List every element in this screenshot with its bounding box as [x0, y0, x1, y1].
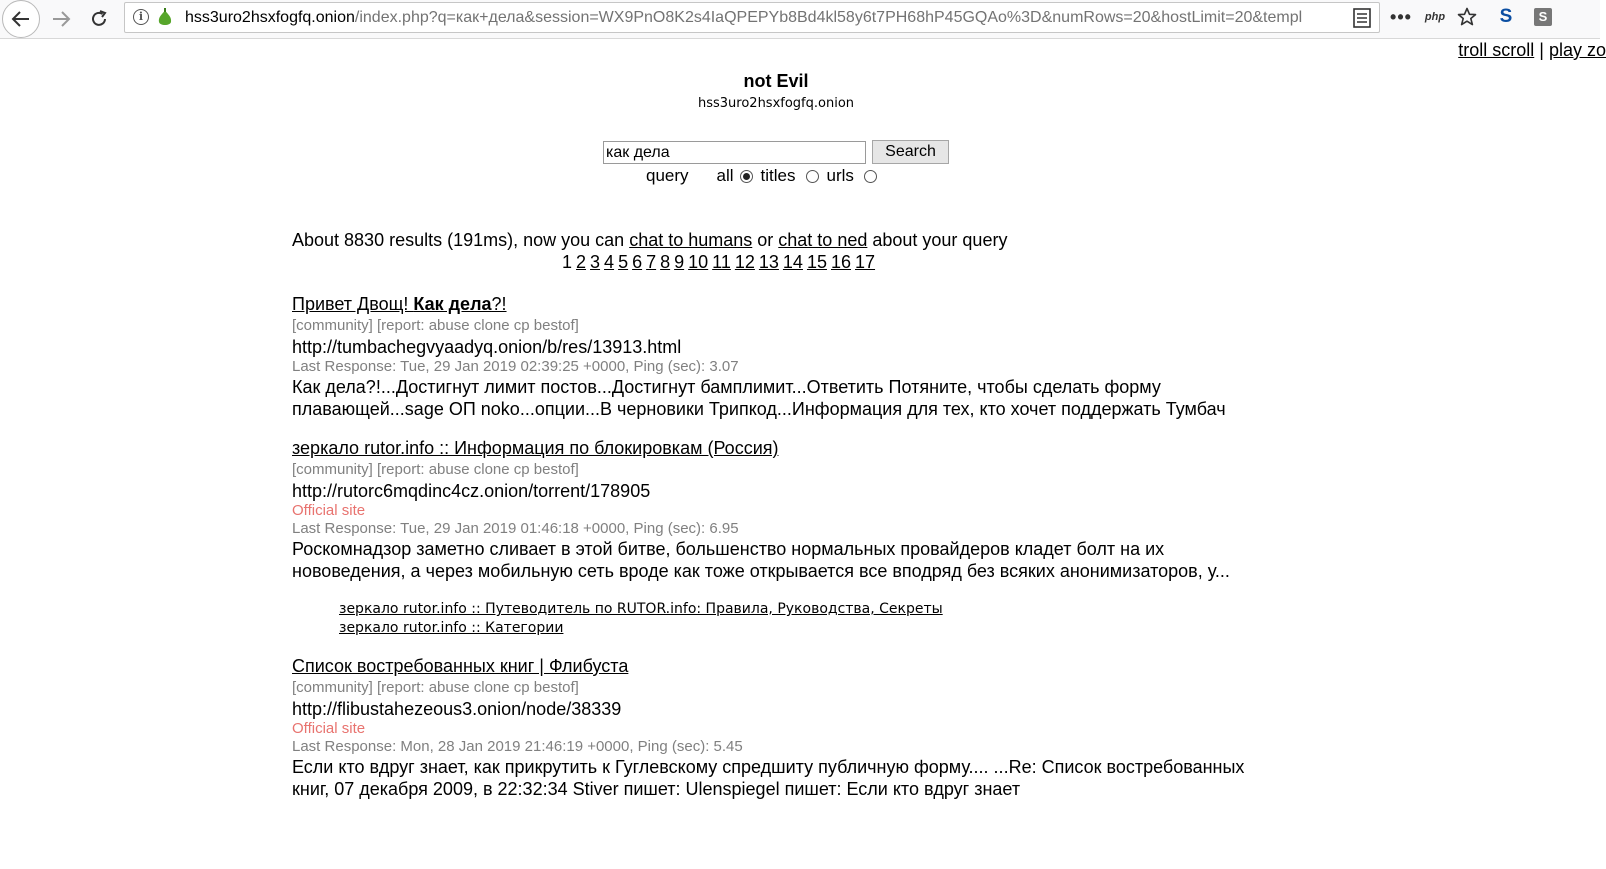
onion-icon	[157, 8, 173, 28]
page-link[interactable]: 10	[688, 252, 709, 272]
reader-view-icon[interactable]	[1353, 8, 1371, 28]
option-titles-radio[interactable]	[806, 170, 819, 183]
arrow-left-icon	[11, 10, 31, 28]
result-title-link[interactable]: зеркало rutor.info :: Информация по блокировкам (Россия)	[292, 438, 779, 458]
result-url: http://rutorc6mqdinc4cz.onion/torrent/178905	[292, 481, 651, 501]
page-link[interactable]: 14	[782, 252, 803, 272]
result-snippet: Если кто вдруг знает, как прикрутить к Гуглевскому спредшиту публичную форму.... ...Re: Список востребованных книг, 07 декабря 2009, в 22:32:34 Stiver пишет: Ulenspiegel пишет: Если кто вдруг знает	[292, 757, 1245, 799]
top-links	[1458, 40, 1606, 61]
result-url: http://tumbachegvyaadyq.onion/b/res/13913.html	[292, 337, 682, 357]
page-current: 1	[562, 252, 573, 272]
page-link[interactable]: 2	[576, 252, 587, 272]
result-item	[292, 292, 1252, 420]
page-link[interactable]: 6	[632, 252, 643, 272]
result-title-post: ?!	[491, 294, 507, 314]
page-link[interactable]: 11	[712, 252, 731, 272]
result-last-response: Last Response: Mon, 28 Jan 2019 21:46:19 +0000, Ping (sec): 5.45	[292, 738, 743, 755]
page-link[interactable]: 17	[855, 252, 876, 272]
option-all-label: all	[716, 166, 734, 185]
option-urls-radio[interactable]	[864, 170, 877, 183]
extension-badge-icon: S	[1534, 8, 1552, 26]
result-snippet: Как дела?!...Достигнут лимит постов...Достигнут бамплимит...Ответить Потяните, чтобы сделать форму плавающей...sage ОП noko...опции...В черновики Трипкод...Информация для тех, кто хочет поддержать Тумбач	[292, 377, 1226, 419]
option-all-radio[interactable]	[740, 170, 753, 183]
page-link[interactable]: 7	[646, 252, 657, 272]
results-summary	[292, 230, 1007, 251]
results-list	[292, 292, 1252, 816]
play-link[interactable]: play zo	[1548, 40, 1606, 60]
result-title-link[interactable]	[292, 292, 507, 316]
page-link[interactable]: 3	[590, 252, 601, 272]
forward-button[interactable]	[44, 2, 78, 36]
extension-icon[interactable]	[1528, 0, 1558, 34]
bookmark-star-icon[interactable]	[1452, 0, 1482, 34]
result-title-link[interactable]: Список востребованных книг | Флибуста	[292, 656, 629, 676]
query-label: query	[646, 166, 689, 185]
page-link[interactable]: 15	[806, 252, 827, 272]
result-official-badge: Official site	[292, 502, 366, 519]
summary-middle: or	[752, 230, 779, 250]
result-snippet: Роскомнадзор заметно сливает в этой битве, большенство нормальных провайдеров кладет болт на их нововедения, а через мобильную сеть вроде как тоже открывается все вподряд без всяких анонимизаторов, у...	[292, 539, 1230, 581]
site-logo: not Evil	[743, 71, 809, 91]
browser-toolbar	[0, 0, 1600, 39]
result-url: http://flibustahezeous3.onion/node/38339	[292, 699, 622, 719]
result-title-pre: Привет Двощ!	[292, 294, 414, 314]
search-mode-options	[646, 166, 877, 186]
result-sublinks	[339, 600, 1252, 638]
result-meta: [community] [report: abuse clone cp bestof]	[292, 317, 579, 334]
page-link[interactable]: 4	[604, 252, 615, 272]
result-item	[292, 436, 1252, 638]
summary-suffix: about your query	[867, 230, 1008, 250]
result-title-bold: Как дела	[413, 294, 492, 314]
result-meta: [community] [report: abuse clone cp bestof]	[292, 461, 579, 478]
chat-humans-link[interactable]: chat to humans	[629, 230, 753, 250]
page-link[interactable]: 13	[758, 252, 779, 272]
result-last-response: Last Response: Tue, 29 Jan 2019 01:46:18 +0000, Ping (sec): 6.95	[292, 520, 739, 537]
site-host: hss3uro2hsxfogfq.onion	[697, 96, 855, 111]
result-item	[292, 654, 1252, 800]
page-link[interactable]: 9	[674, 252, 685, 272]
url-path: /index.php?q=как+дела&session=WX9PnO8K2s4IaQPEPYb8Bd4kl58y6t7PH68hP45GQAo%3D&numRows=20&hostLimit=20&templ	[354, 9, 1303, 26]
arrow-right-icon	[51, 10, 71, 28]
s-extension-icon[interactable]: S	[1499, 6, 1513, 27]
result-sublink[interactable]: зеркало rutor.info :: Путеводитель по RUTOR.info: Правила, Руководства, Секреты	[339, 601, 943, 617]
page-link[interactable]: 8	[660, 252, 671, 272]
page-link[interactable]: 16	[830, 252, 852, 272]
page-actions-menu[interactable]: •••	[1390, 6, 1412, 27]
page-link[interactable]: 5	[618, 252, 629, 272]
summary-prefix: About 8830 results (191ms), now you can	[292, 230, 630, 250]
reload-button[interactable]	[82, 2, 116, 36]
top-links-separator: |	[1539, 40, 1544, 60]
reload-icon	[89, 9, 109, 29]
address-bar[interactable]	[124, 2, 1380, 33]
result-meta: [community] [report: abuse clone cp bestof]	[292, 679, 579, 696]
url-host: hss3uro2hsxfogfq.onion	[185, 9, 355, 26]
search-input[interactable]	[603, 141, 866, 164]
search-button[interactable]: Search	[872, 140, 949, 164]
back-button[interactable]	[2, 0, 40, 38]
result-last-response: Last Response: Tue, 29 Jan 2019 02:39:25 +0000, Ping (sec): 3.07	[292, 358, 739, 375]
option-titles-label: titles	[760, 166, 796, 185]
option-urls-label: urls	[826, 166, 854, 185]
php-extension-icon[interactable]: php	[1424, 11, 1446, 23]
url-text[interactable]	[185, 9, 1315, 27]
chat-ned-link[interactable]: chat to ned	[778, 230, 868, 250]
info-icon[interactable]: i	[133, 9, 149, 25]
pagination	[562, 252, 879, 273]
result-sublink[interactable]: зеркало rutor.info :: Категории	[339, 620, 564, 636]
troll-scroll-link[interactable]: troll scroll	[1458, 40, 1535, 60]
result-official-badge: Official site	[292, 720, 366, 737]
page-link[interactable]: 12	[734, 252, 755, 272]
